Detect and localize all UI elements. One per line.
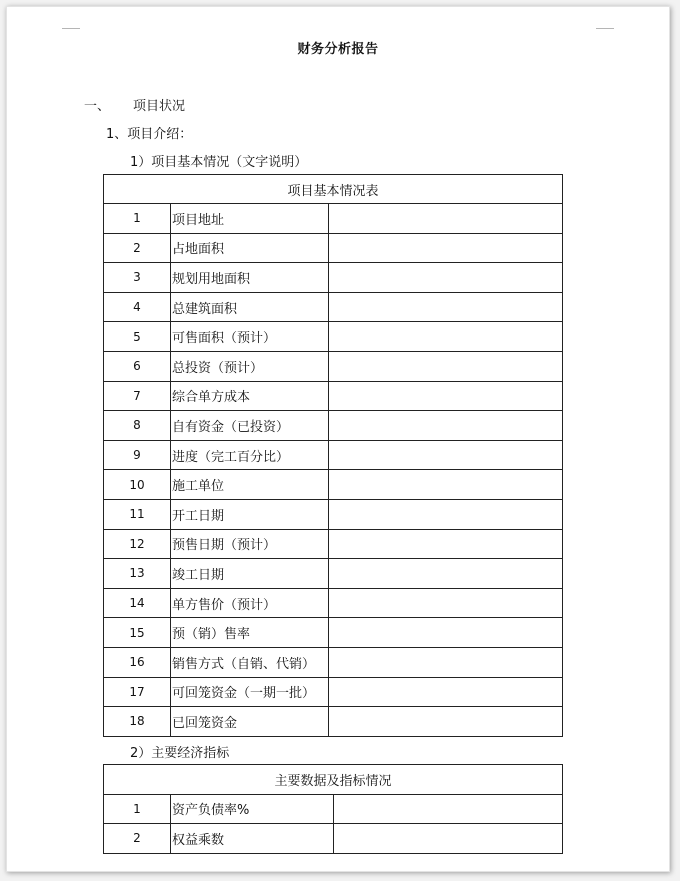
row-value-cell [329, 618, 563, 648]
row-value-cell [329, 233, 563, 263]
table-row [104, 204, 563, 234]
row-value-cell [329, 529, 563, 559]
row-number-cell: 5 [104, 322, 171, 352]
row-item-cell: 开工日期 [171, 499, 329, 529]
row-item-cell: 进度（完工百分比） [171, 440, 329, 470]
row-item-cell: 资产负债率% [171, 794, 334, 824]
table-row [104, 559, 563, 589]
row-value-cell [329, 677, 563, 707]
row-item-cell: 预（销）售率 [171, 618, 329, 648]
row-value-cell [329, 381, 563, 411]
section-number: 一、 [84, 99, 111, 114]
row-value-cell [329, 499, 563, 529]
row-number-cell: 18 [104, 707, 171, 737]
row-item-cell: 规划用地面积 [171, 263, 329, 293]
row-item-cell: 已回笼资金 [171, 707, 329, 737]
row-number-cell: 2 [104, 233, 171, 263]
row-number-cell: 15 [104, 618, 171, 648]
table-row [104, 263, 563, 293]
row-value-cell [329, 204, 563, 234]
row-number-cell: 7 [104, 381, 171, 411]
item-heading-economic-indicators: 2）主要经济指标 [130, 746, 230, 761]
table-row [104, 707, 563, 737]
table-header-cell: 项目基本情况表 [104, 175, 563, 204]
row-value-cell [329, 559, 563, 589]
row-value-cell [334, 824, 563, 854]
row-item-cell: 施工单位 [171, 470, 329, 500]
table-row [104, 529, 563, 559]
row-number-cell: 2 [104, 824, 171, 854]
table-row [104, 233, 563, 263]
corner-mark-left [62, 28, 80, 29]
table-row [104, 381, 563, 411]
table-row [104, 618, 563, 648]
section-title: 项目状况 [133, 99, 186, 114]
table-header-cell: 主要数据及指标情况 [104, 765, 563, 795]
row-item-cell: 项目地址 [171, 204, 329, 234]
row-number-cell: 14 [104, 588, 171, 618]
row-item-cell: 总建筑面积 [171, 292, 329, 322]
row-number-cell: 12 [104, 529, 171, 559]
report-title: 财务分析报告 [297, 42, 379, 57]
table-row [104, 440, 563, 470]
table-row [104, 351, 563, 381]
table-row [104, 677, 563, 707]
row-value-cell [329, 588, 563, 618]
table-row [104, 292, 563, 322]
economic-indicators-table [103, 764, 563, 854]
corner-mark-right [596, 28, 614, 29]
table-row [104, 794, 563, 824]
document-page [6, 6, 670, 872]
row-item-cell: 竣工日期 [171, 559, 329, 589]
table-row [104, 499, 563, 529]
row-number-cell: 4 [104, 292, 171, 322]
row-item-cell: 单方售价（预计） [171, 588, 329, 618]
table-row [104, 588, 563, 618]
project-basic-info-table [103, 174, 563, 737]
row-item-cell: 自有资金（已投资） [171, 411, 329, 441]
row-number-cell: 16 [104, 647, 171, 677]
table-row [104, 411, 563, 441]
row-item-cell: 占地面积 [171, 233, 329, 263]
row-number-cell: 6 [104, 351, 171, 381]
row-value-cell [329, 440, 563, 470]
row-item-cell: 总投资（预计） [171, 351, 329, 381]
row-number-cell: 1 [104, 794, 171, 824]
row-item-cell: 权益乘数 [171, 824, 334, 854]
row-value-cell [334, 794, 563, 824]
row-value-cell [329, 351, 563, 381]
row-value-cell [329, 647, 563, 677]
table-header-row [104, 175, 563, 204]
row-number-cell: 8 [104, 411, 171, 441]
row-number-cell: 11 [104, 499, 171, 529]
row-number-cell: 17 [104, 677, 171, 707]
row-item-cell: 可售面积（预计） [171, 322, 329, 352]
row-number-cell: 9 [104, 440, 171, 470]
row-item-cell: 综合单方成本 [171, 381, 329, 411]
table-row [104, 824, 563, 854]
row-item-cell: 销售方式（自销、代销） [171, 647, 329, 677]
item-heading-basic-info: 1）项目基本情况（文字说明） [130, 155, 308, 170]
row-item-cell: 可回笼资金（一期一批） [171, 677, 329, 707]
table-row [104, 647, 563, 677]
row-number-cell: 3 [104, 263, 171, 293]
row-value-cell [329, 322, 563, 352]
row-value-cell [329, 470, 563, 500]
table-header-row [104, 765, 563, 795]
row-value-cell [329, 263, 563, 293]
table-row [104, 470, 563, 500]
row-value-cell [329, 707, 563, 737]
row-number-cell: 10 [104, 470, 171, 500]
row-number-cell: 1 [104, 204, 171, 234]
row-value-cell [329, 411, 563, 441]
row-item-cell: 预售日期（预计） [171, 529, 329, 559]
subsection-heading: 1、项目介绍： [106, 127, 193, 142]
row-value-cell [329, 292, 563, 322]
row-number-cell: 13 [104, 559, 171, 589]
table-row [104, 322, 563, 352]
